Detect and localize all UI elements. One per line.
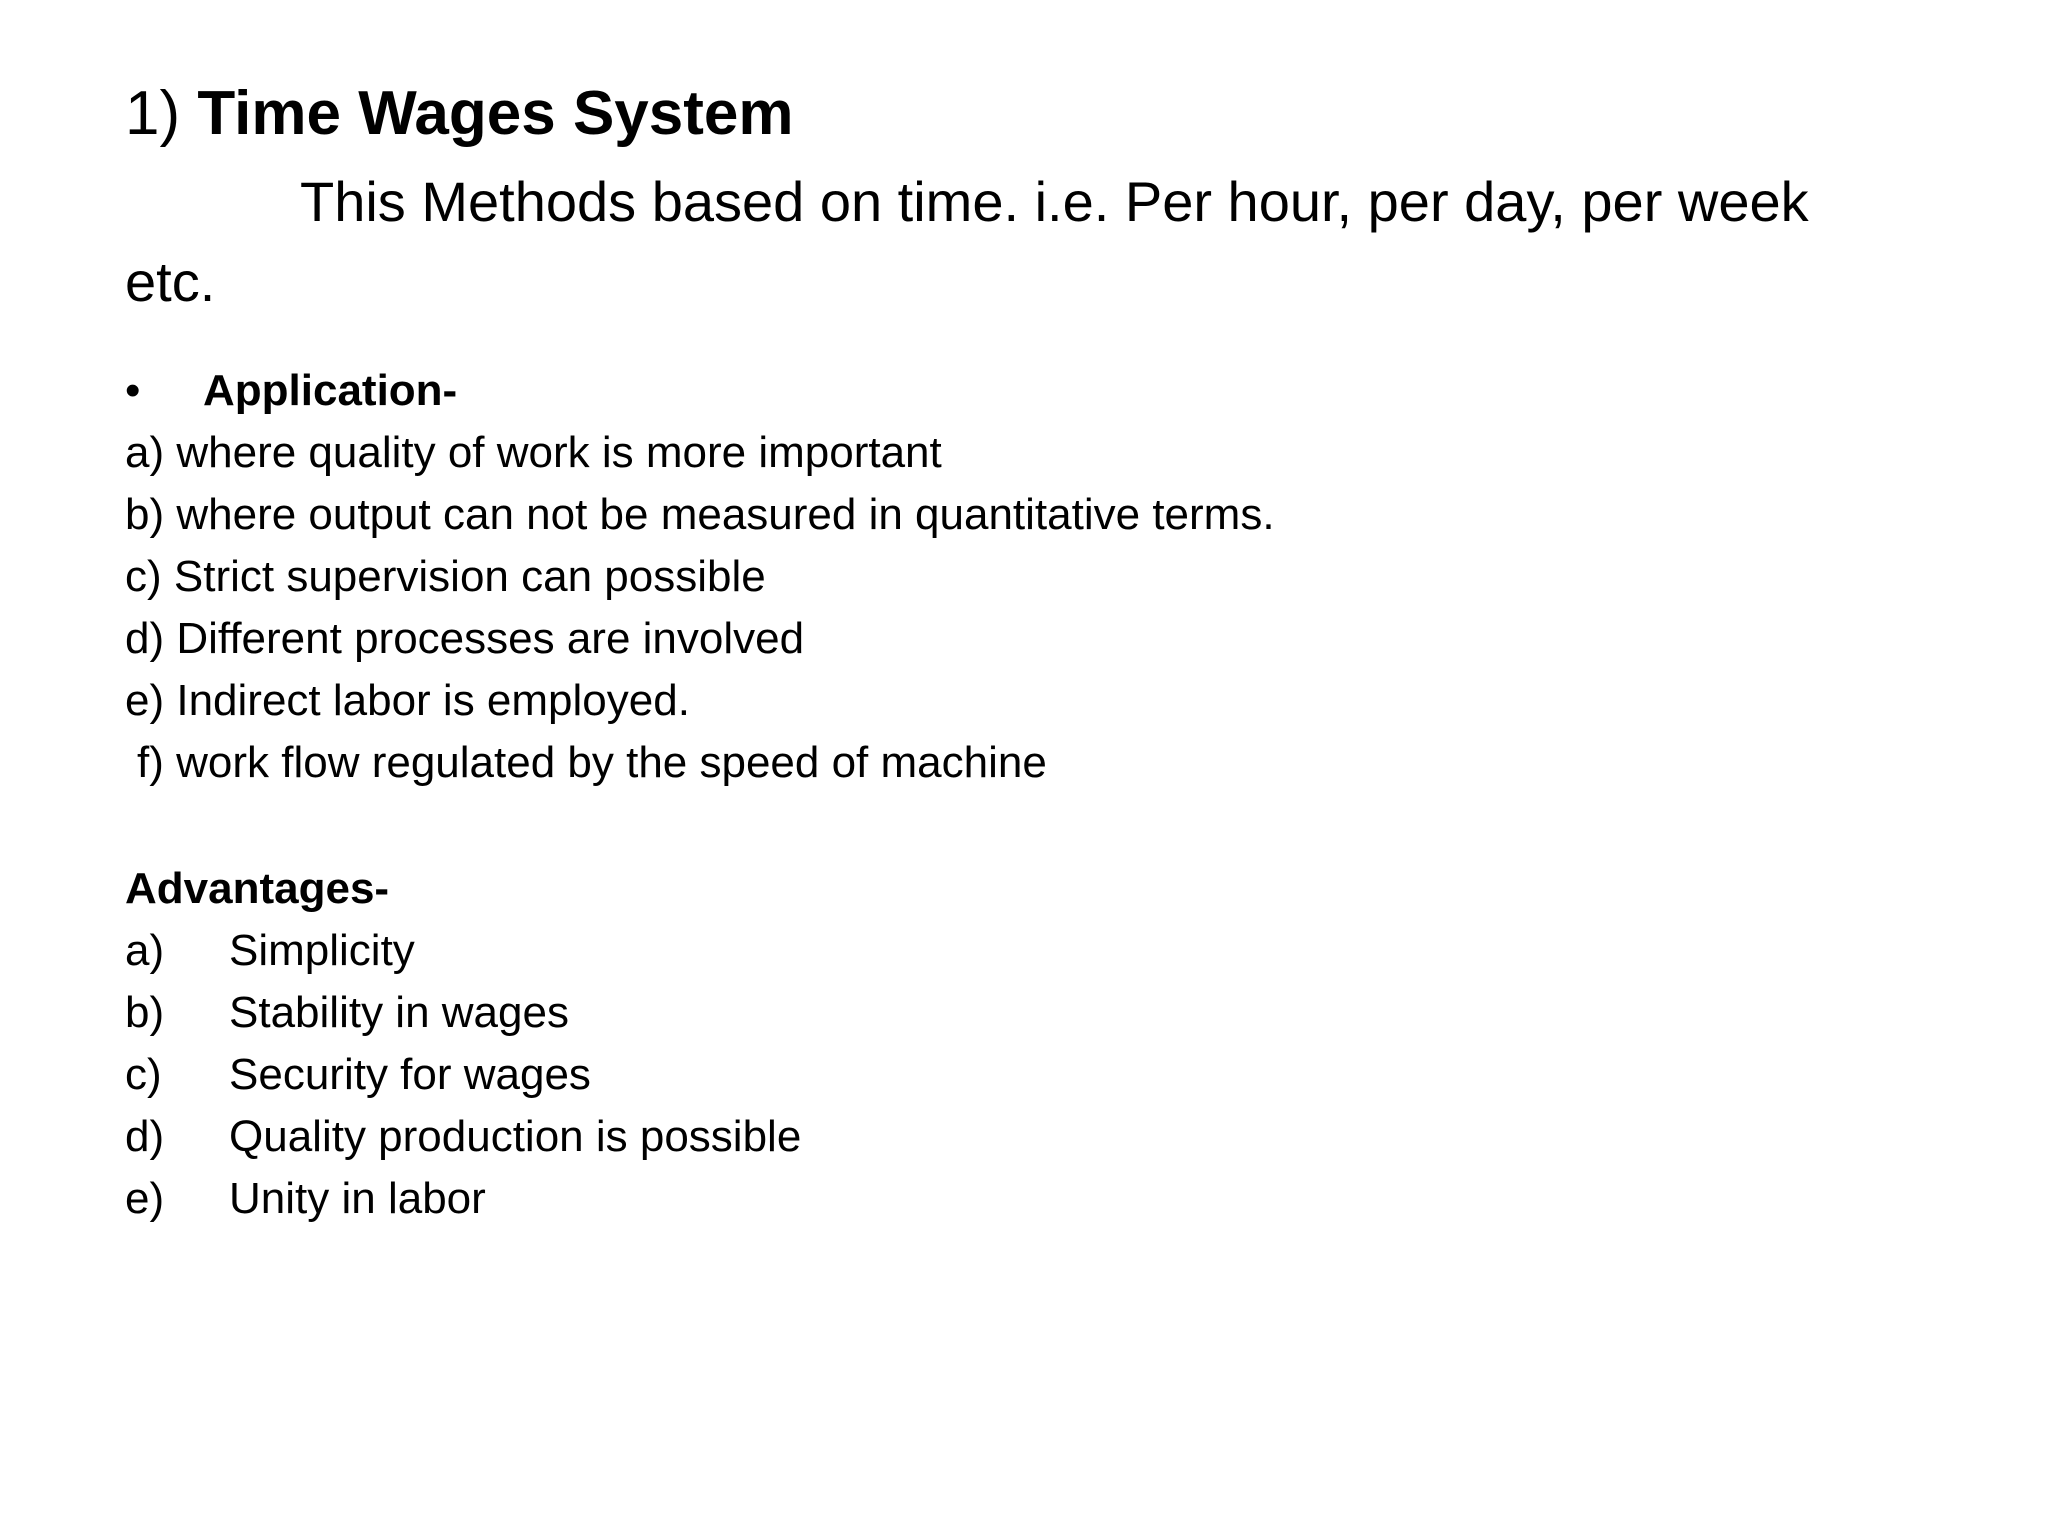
application-heading-text: Application- xyxy=(203,366,458,415)
list-item xyxy=(125,1168,801,1230)
list-item xyxy=(125,920,801,982)
slide-title xyxy=(125,72,794,156)
list-item-text: Simplicity xyxy=(229,926,415,975)
list-marker: e) xyxy=(125,1174,165,1223)
list-marker: a) xyxy=(125,926,165,975)
intro-line-2: etc. xyxy=(125,250,216,313)
list-item: d) Different processes are involved xyxy=(125,614,805,663)
list-item-text: Unity in labor xyxy=(229,1174,486,1223)
list-marker: d) xyxy=(125,1112,165,1161)
list-marker: b) xyxy=(125,988,165,1037)
advantages-list xyxy=(125,920,801,1230)
application-list xyxy=(125,422,1275,794)
title-name: Time Wages System xyxy=(197,79,794,148)
list-item: c) Strict supervision can possible xyxy=(125,552,766,601)
list-item xyxy=(125,1044,801,1106)
list-item: a) where quality of work is more important xyxy=(125,428,942,477)
advantages-heading: Advantages- xyxy=(125,864,390,913)
list-item xyxy=(125,982,801,1044)
application-heading xyxy=(125,360,457,422)
list-item-text: Stability in wages xyxy=(229,988,569,1037)
list-item: e) Indirect labor is employed. xyxy=(125,676,690,725)
list-item xyxy=(125,1106,801,1168)
list-marker: c) xyxy=(125,1050,162,1099)
list-item: b) where output can not be measured in quantitative terms. xyxy=(125,490,1275,539)
intro-line-1: This Methods based on time. i.e. Per hour, per day, per week xyxy=(300,170,1809,233)
title-number: 1) xyxy=(125,79,181,148)
list-item-text: Security for wages xyxy=(229,1050,591,1099)
list-item-text: Quality production is possible xyxy=(229,1112,802,1161)
list-item: f) work flow regulated by the speed of machine xyxy=(137,738,1047,787)
bullet-icon: • xyxy=(125,366,141,415)
